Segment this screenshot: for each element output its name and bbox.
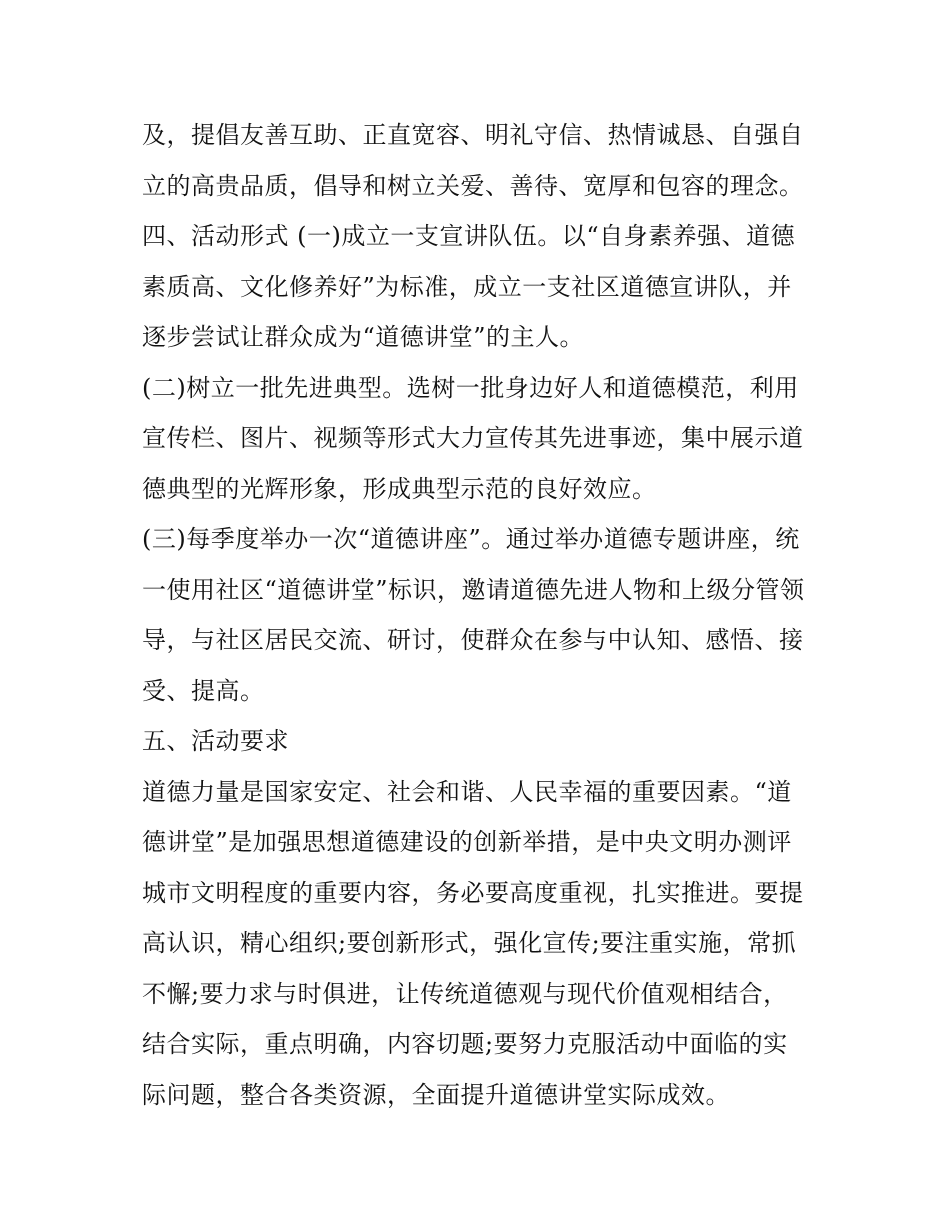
text-line: 道德力量是国家安定、社会和谐、人民幸福的重要因素。“道	[142, 777, 792, 806]
text-line: 导，与社区居民交流、研讨，使群众在参与中认知、感悟、接	[142, 626, 804, 654]
text-line: 立的高贵品质，倡导和树立关爱、善待、宽厚和包容的理念。	[142, 171, 804, 200]
section-heading-line: 五、活动要求	[142, 727, 289, 755]
text-line: 及，提倡友善互助、正直宽容、明礼守信、热情诚恳、自强自	[142, 121, 804, 149]
text-line: 宣传栏、图片、视频等形式大力宣传其先进事迹，集中展示道	[142, 424, 804, 452]
text-line: 德讲堂”是加强思想道德建设的创新举措，是中央文明办测评	[142, 828, 792, 856]
text-line: 城市文明程度的重要内容，务必要高度重视，扎实推进。要提	[142, 878, 804, 907]
text-line: 结合实际，重点明确，内容切题;要努力克服活动中面临的实	[142, 1030, 788, 1058]
text-line: (二)树立一批先进典型。选树一批身边好人和道德模范，利用	[142, 373, 799, 402]
text-line: 素质高、文化修养好”为标准，成立一支社区道德宣讲队，并	[142, 272, 792, 301]
text-line: (三)每季度举办一次“道德讲座”。通过举办道德专题讲座，统	[142, 525, 800, 553]
text-line: 不懈;要力求与时俱进，让传统道德观与现代价值观相结合，	[142, 979, 788, 1008]
document-body	[142, 110, 814, 1120]
text-line: 际问题，整合各类资源，全面提升道德讲堂实际成效。	[142, 1080, 730, 1109]
text-line: 逐步尝试让群众成为“道德讲堂”的主人。	[142, 323, 585, 351]
text-line: 高认识，精心组织;要创新形式，强化宣传;要注重实施，常抓	[142, 929, 797, 957]
text-line: 一使用社区“道德讲堂”标识，邀请道德先进人物和上级分管领	[142, 575, 805, 604]
text-line: 德典型的光辉形象，形成典型示范的良好效应。	[142, 474, 657, 503]
text-line: 受、提高。	[142, 676, 265, 705]
section-heading-line: 四、活动形式 (一)成立一支宣讲队伍。以“自身素养强、道德	[142, 222, 796, 250]
